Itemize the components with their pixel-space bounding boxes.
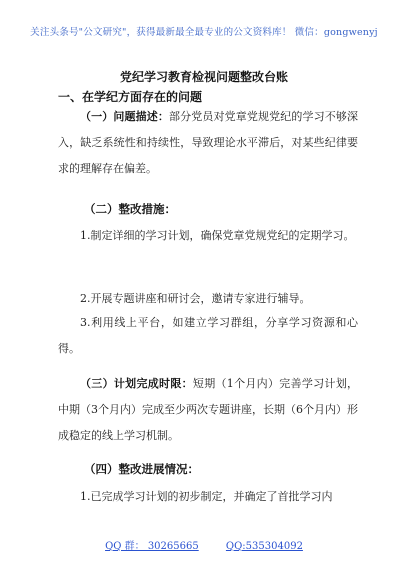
deadline-label: （三）计划完成时限： xyxy=(80,377,193,390)
footer-qq-group: QQ 群： 30265665 xyxy=(105,541,199,552)
measure-item-3: 3.利用线上平台，如建立学习群组，分享学习资源和心得。 xyxy=(58,316,358,355)
deadline-paragraph xyxy=(58,371,358,449)
measures-heading: （二）整改措施： xyxy=(84,202,176,216)
progress-item-1: 1.已完成学习计划的初步制定，并确定了首批学习内 xyxy=(80,490,333,503)
section-heading: 一、在学纪方面存在的问题 xyxy=(58,90,203,104)
measure-item-1: 1.制定详细的学习计划，确保党章党规党纪的定期学习。 xyxy=(80,229,355,242)
deadline-text: 短期（1个月内）完善学习计划，中期（3个月内）完成至少两次专题讲座，长期（6个月内）形成稳定的线上学习机制。 xyxy=(58,377,359,442)
measure-item-2: 2.开展专题讲座和研讨会，邀请专家进行辅导。 xyxy=(80,292,311,305)
problem-paragraph xyxy=(58,104,358,182)
footer-contacts xyxy=(0,537,408,552)
footer-qq: QQ:535304092 xyxy=(225,541,303,552)
problem-label: （一）问题描述： xyxy=(80,110,169,123)
problem-text: 部分党员对党章党规党纪的学习不够深入，缺乏系统性和持续性，导致理论水平滞后，对某些纪律要求的理解存在偏差。 xyxy=(58,110,358,175)
document-title: 党纪学习教育检视问题整改台账 xyxy=(119,70,288,84)
top-banner: 关注头条号"公文研究"，获得最新最全最专业的公文资料库！ 微信：gongwenyj xyxy=(30,27,378,38)
progress-heading: （四）整改进展情况： xyxy=(84,462,199,476)
